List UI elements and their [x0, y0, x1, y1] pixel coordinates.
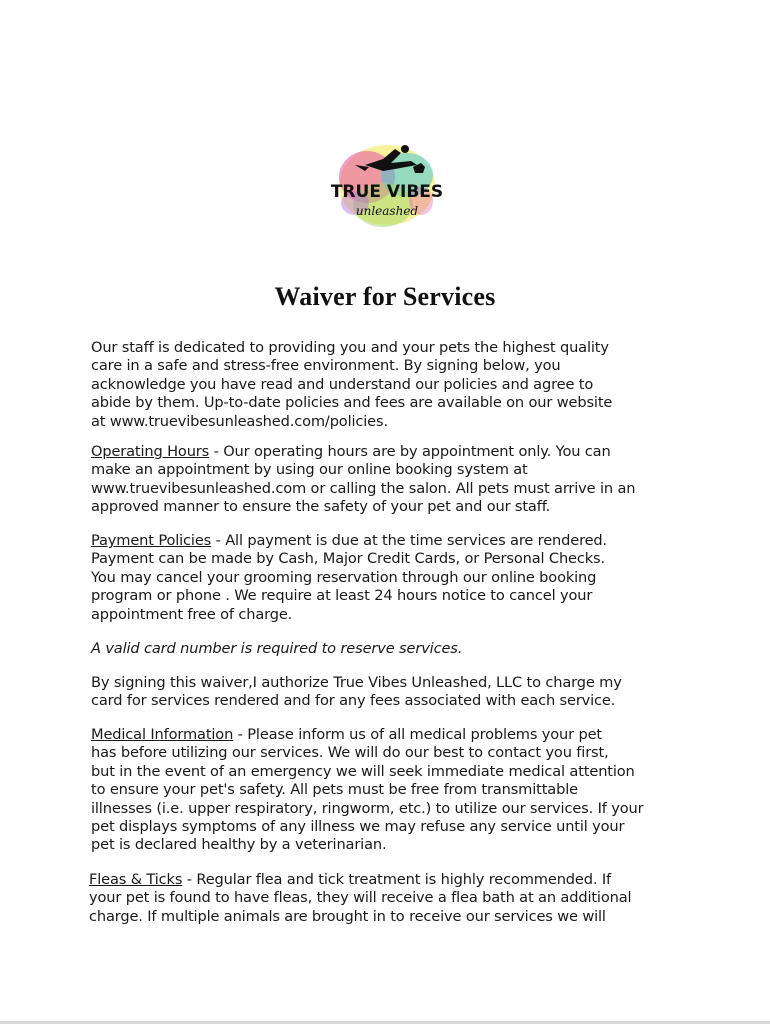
- operating-hours-body: make an appointment by using our online booking system at www.truevibesunleashed.com or calling the salon. All pets must arrive in an approved manner to ensure the safety of your pet and our staff.: [91, 461, 636, 516]
- intro-paragraph: Our staff is dedicated to providing you and your pets the highest quality care in a safe and stress-free environment. By signing below, you acknowledge you have read and understand our policies and agree to abide by them. Up-to-date policies and fees are available on our website at www.truevibesunleashed.com/policies.: [91, 339, 613, 430]
- operating-hours-first-line: - Our operating hours are by appointment only. You can: [209, 443, 611, 460]
- payment-policies-section: [91, 532, 683, 624]
- payment-policies-heading: Payment Policies: [91, 532, 212, 549]
- fleas-ticks-heading: Fleas & Ticks: [89, 871, 183, 888]
- operating-hours-section: [91, 443, 683, 517]
- logo-graphic: [325, 135, 450, 240]
- medical-information-body: has before utilizing our services. We will do our best to contact you first, but in the event of an emergency we will seek immediate medical attention to ensure your pet's safety. All pets must be free from transmittable illnesses (i.e. upper respiratory, ringworm, etc.) to utilize our services. If your pet displays symptoms of any illness we may refuse any service until your pet is declared healthy by a veterinarian.: [91, 744, 644, 854]
- true-vibes-logo: [325, 135, 450, 240]
- fleas-ticks-section: [89, 871, 681, 926]
- logo-text-main: TRUE VIBES: [330, 182, 444, 202]
- page-title: Waiver for Services: [274, 282, 496, 311]
- medical-information-heading: Medical Information: [91, 726, 234, 743]
- operating-hours-heading: Operating Hours: [91, 443, 210, 460]
- medical-information-section: [91, 726, 683, 855]
- fleas-ticks-body: your pet is found to have fleas, they will receive a flea bath at an additional charge. If multiple animals are brought in to receive our services we will: [89, 889, 632, 925]
- card-notice: A valid card number is required to reserve services.: [91, 640, 463, 657]
- fleas-ticks-first-line: - Regular flea and tick treatment is highly recommended. If: [182, 871, 611, 888]
- authorization-paragraph: By signing this waiver,I authorize True Vibes Unleashed, LLC to charge my card for services rendered and for any fees associated with each service.: [91, 674, 622, 710]
- payment-policies-first-line: - All payment is due at the time services are rendered.: [211, 532, 608, 549]
- payment-policies-body: Payment can be made by Cash, Major Credit Cards, or Personal Checks. You may cancel your grooming reservation through our online booking program or phone . We require at least 24 hours notice to cancel your appointment free of charge.: [91, 550, 605, 623]
- logo-text-sub: unleashed: [355, 204, 419, 218]
- medical-information-first-line: - Please inform us of all medical problems your pet: [233, 726, 603, 743]
